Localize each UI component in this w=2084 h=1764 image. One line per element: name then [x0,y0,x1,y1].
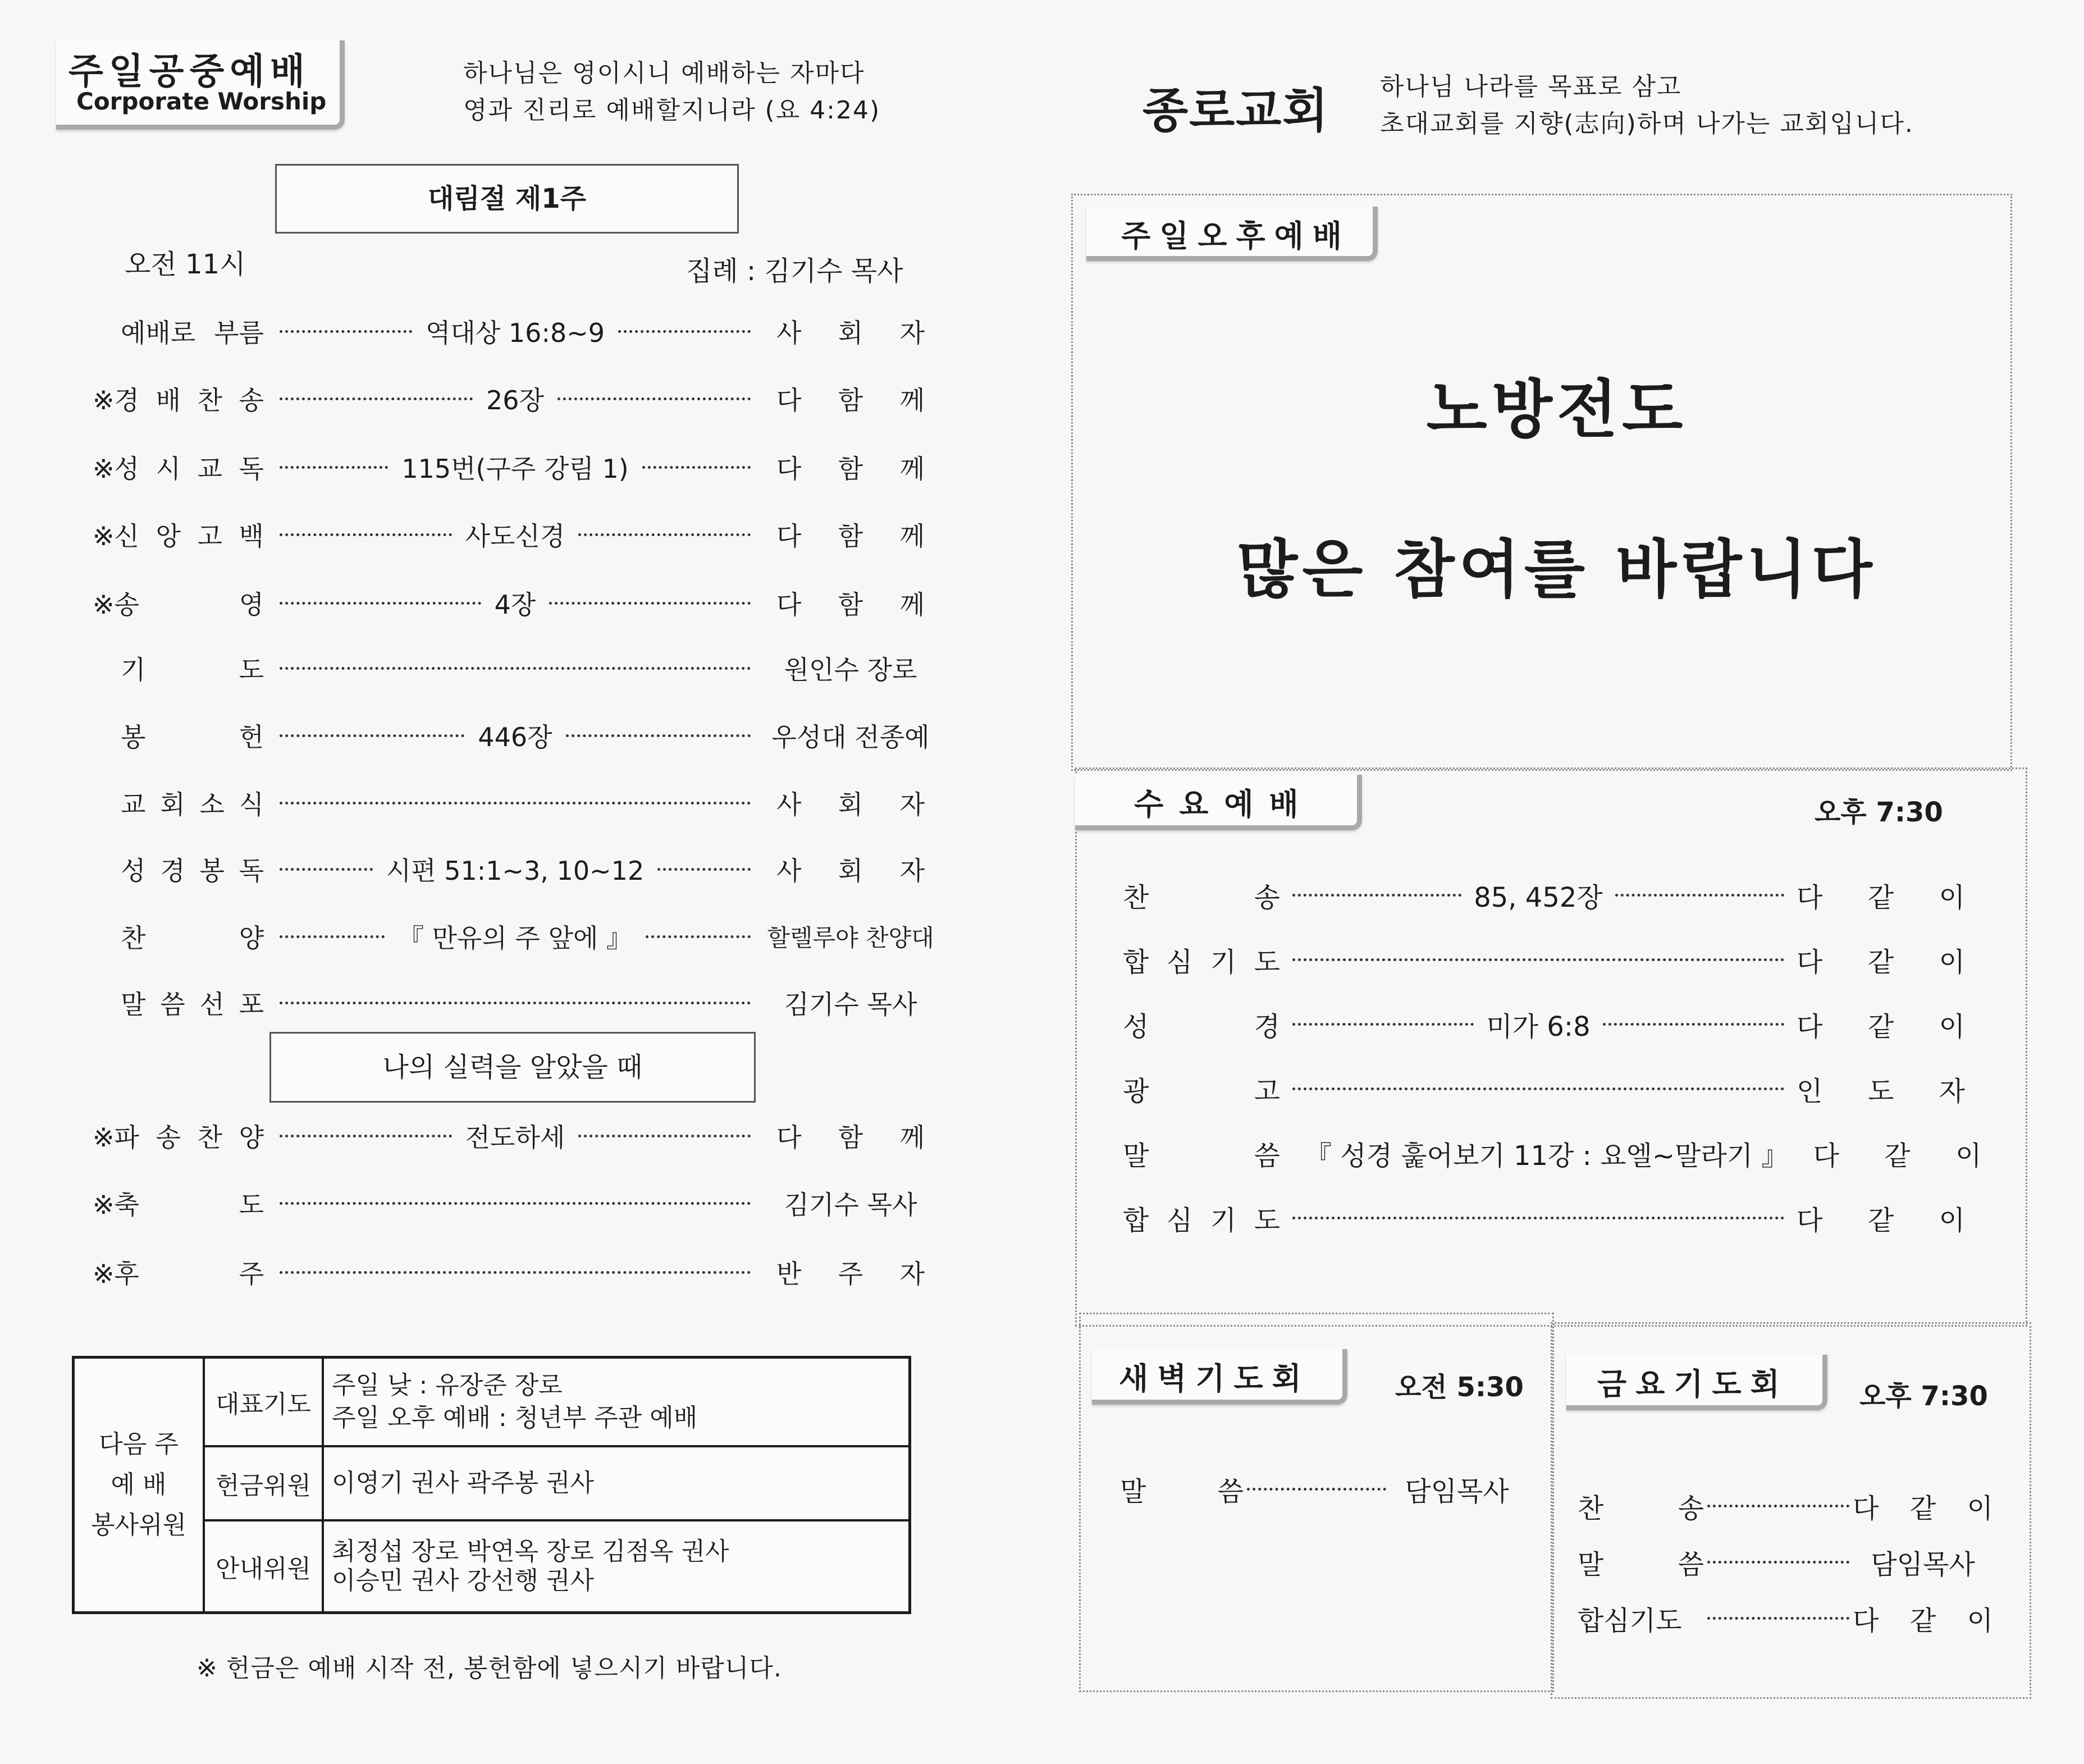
dot-leader [280,313,751,350]
sermon-title: 나의 실력을 알았을 때 [382,1052,643,1083]
friday-order-row-label: 합심기도 [1578,1605,1682,1637]
wednesday-order-row [1123,1200,1965,1236]
friday-order-row-leader: 담임목사 [1871,1548,1975,1580]
friday-order-row [1578,1600,1993,1636]
dot-leader [280,802,751,805]
dot-leader [1707,1561,1849,1564]
church-motto [1380,68,1914,143]
friday-prayer-title: 금요기도회 [1597,1367,1789,1402]
friday-order-row [1578,1488,1993,1524]
order-label: 찬 양 [121,923,264,953]
wednesday-order-row [1123,942,1965,977]
dawn-order-row-label: 말 씀 [1120,1475,1244,1507]
church-motto-line-2: 초대교회를 지향(志向)하며 나가는 교회입니다. [1380,109,1914,138]
verse-text [463,55,880,129]
week-label: 대림절 제1주 [428,183,586,214]
volunteer-names: 최정섭 장로 박연옥 장로 김점옥 권사 이승민 권사 강선행 권사 [323,1520,910,1613]
volunteers-heading: 다음 주 예 배 봉사위원 [74,1358,204,1613]
volunteer-role: 헌금위원 [204,1446,323,1520]
volunteer-role: 안내위원 [204,1520,323,1613]
dot-leader [280,1202,751,1205]
order-row [121,651,935,685]
friday-order-row [1578,1544,1993,1580]
wednesday-service-title: 수요예배 [1134,787,1314,822]
wednesday-order-row [1123,1135,1982,1172]
wednesday-service-panel [1075,767,2027,1327]
order-leader: 김기수 목사 [784,1190,917,1220]
order-content: 전도하세 [465,1122,565,1153]
volunteers-table [72,1356,911,1614]
friday-prayer-tab [1566,1355,1827,1410]
order-leader: 김기수 목사 [784,989,917,1020]
sermon-title-box [269,1032,756,1103]
volunteer-names: 이영기 권사 곽주봉 권사 [323,1446,910,1520]
wednesday-order-row-leader: 다 같 이 [1797,1011,1965,1043]
order-label: 교 회 소 식 [121,789,264,820]
dawn-prayer-time: 오전 5:30 [1395,1372,1524,1403]
order-leader: 반 주 자 [776,1259,925,1289]
wednesday-order-row-leader: 다 같 이 [1813,1140,1982,1172]
order-content: 시편 51:1~3, 10~12 [386,856,645,886]
dot-leader [1707,1505,1849,1507]
order-row [121,719,935,752]
order-leader: 다 함 께 [776,385,925,415]
order-row [93,586,935,620]
dot-leader [1292,1087,1784,1090]
dot-leader [280,449,751,486]
wednesday-order-row-label: 광 고 [1123,1075,1280,1107]
order-label: ※축 도 [93,1190,264,1220]
dot-leader [1292,1134,1800,1173]
wednesday-order-row [1123,1071,1965,1107]
order-leader: 원인수 장로 [784,655,917,685]
order-label: 봉 헌 [121,722,264,752]
order-label: ※성 시 교 독 [93,454,264,484]
order-label: 예배로 부름 [121,318,264,348]
wednesday-order-row-content: 『 성경 훑어보기 11강 : 요엘~말라기 』 [1305,1140,1789,1172]
order-row [121,986,935,1020]
volunteer-role: 대표기도 [204,1358,323,1446]
wednesday-order-row-content: 미가 6:8 [1486,1011,1591,1043]
order-label: ※파 송 찬 양 [93,1122,264,1153]
verse-line-1: 하나님은 영이시니 예배하는 자마다 [463,59,865,88]
dot-leader [1292,958,1784,961]
afternoon-line-1: 노방전도 [1426,373,1688,446]
wednesday-order-row-label: 찬 송 [1123,881,1280,913]
order-leader: 다 함 께 [776,589,925,620]
wednesday-order-row-label: 합 심 기 도 [1123,946,1280,978]
order-label: ※신 앙 고 백 [93,521,264,551]
order-leader: 다 함 께 [776,454,925,484]
dot-leader [280,1117,751,1154]
wednesday-service-tab [1075,775,1362,830]
dawn-order-row [1120,1471,1524,1507]
dot-leader [280,516,751,553]
order-leader: 사 회 자 [776,318,925,348]
dot-leader [280,667,751,670]
order-leader: 사 회 자 [776,856,925,886]
church-motto-line-1: 하나님 나라를 목표로 삼고 [1380,72,1682,101]
friday-order-row-leader: 다 같 이 [1853,1492,1993,1524]
order-row [121,920,935,953]
order-leader: 할렐루야 찬양대 [767,924,934,952]
dawn-prayer-tab [1092,1349,1347,1405]
order-row [121,786,935,820]
dot-leader [280,1002,751,1004]
dot-leader [1292,1217,1784,1219]
afternoon-service-panel [1071,194,2012,771]
dawn-order-row-leader: 담임목사 [1405,1475,1509,1507]
offering-note: ※ 헌금은 예배 시작 전, 봉헌함에 넣으시기 바랍니다. [196,1654,782,1683]
dot-leader [280,851,751,888]
order-content: 115번(구주 강림 1) [401,454,629,484]
church-name: 종로교회 [1142,83,1329,138]
dot-leader [280,380,751,417]
order-label: ※후 주 [93,1259,264,1289]
order-content: 4장 [494,589,536,620]
dot-leader [1292,1005,1784,1044]
friday-order-row-label: 말 씀 [1578,1548,1704,1580]
order-leader: 우성대 전종예 [771,722,930,752]
week-label-box [275,164,739,234]
order-row [93,1119,935,1153]
dot-leader [1247,1488,1386,1491]
order-content: 『 만유의 주 앞에 』 [397,923,633,953]
order-row [93,450,935,484]
wednesday-service-time: 오후 7:30 [1815,797,1943,828]
wednesday-order-row [1123,877,1965,913]
wednesday-order-row-content: 85, 452장 [1474,881,1603,913]
worship-title-en: Corporate Worship [76,88,327,115]
friday-order-row-leader: 다 같 이 [1853,1605,1993,1637]
service-time: 오전 11시 [125,249,246,280]
worship-title-ko: 주일공중예배 [68,51,310,93]
order-row [121,852,935,886]
dot-leader [280,584,751,621]
wednesday-order-row-leader: 인 도 자 [1797,1075,1965,1107]
dot-leader [280,918,751,955]
order-leader: 사 회 자 [776,789,925,820]
order-label: 기 도 [121,655,264,685]
wednesday-order-row-leader: 다 같 이 [1797,1204,1965,1236]
wednesday-order-row-label: 말 씀 [1123,1140,1280,1172]
order-row [93,1186,935,1220]
order-label: ※송 영 [93,589,264,620]
order-row [93,518,935,551]
order-content: 역대상 16:8~9 [425,318,605,348]
order-content: 26장 [486,385,544,415]
order-leader: 다 함 께 [776,1122,925,1153]
dawn-prayer-title: 새벽기도회 [1119,1361,1310,1396]
order-label: 성 경 봉 독 [121,856,264,886]
dot-leader [1292,876,1784,915]
dot-leader [280,717,751,754]
order-label: ※경 배 찬 송 [93,385,264,415]
friday-prayer-time: 오후 7:30 [1859,1381,1988,1412]
wednesday-order-row-leader: 다 같 이 [1797,946,1965,978]
worship-title-tab [56,40,345,130]
order-row [121,314,935,348]
volunteer-names: 주일 낮 : 유장준 장로 주일 오후 예배 : 청년부 주관 예배 [323,1358,910,1446]
order-label: 말 씀 선 포 [121,989,264,1020]
dot-leader [280,1271,751,1274]
verse-line-2: 영과 진리로 예배할지니라 (요 4:24) [463,96,881,125]
wednesday-order-row-label: 합 심 기 도 [1123,1204,1280,1236]
afternoon-service-title: 주일오후예배 [1121,218,1351,254]
friday-order-row-label: 찬 송 [1578,1492,1704,1524]
order-row [93,1255,935,1289]
afternoon-service-tab [1086,207,1378,261]
wednesday-order-row-label: 성 경 [1123,1011,1280,1043]
afternoon-line-2: 많은 참여를 바랍니다 [1237,533,1877,606]
dot-leader [1707,1617,1849,1620]
service-presider: 집례 : 김기수 목사 [686,255,903,287]
wednesday-order-row [1123,1006,1965,1042]
order-leader: 다 함 께 [776,521,925,551]
wednesday-order-row-leader: 다 같 이 [1797,881,1965,913]
order-row [93,382,935,415]
order-content: 사도신경 [465,521,565,551]
order-content: 446장 [478,722,552,752]
